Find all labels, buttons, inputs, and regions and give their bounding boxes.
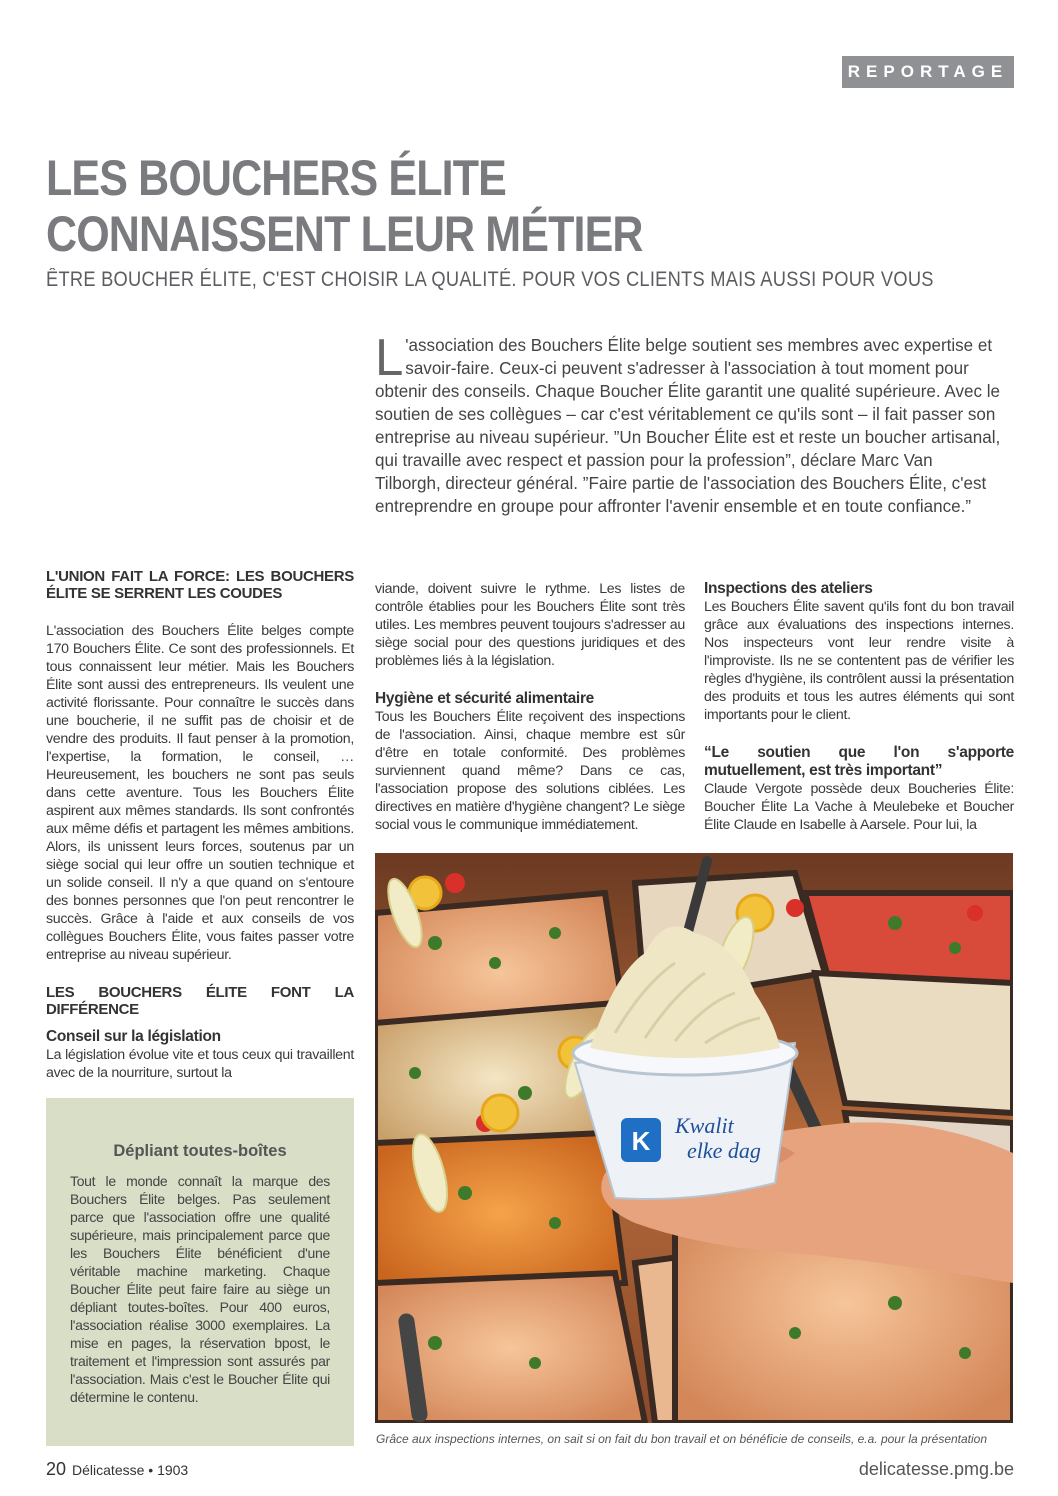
publication-name: Délicatesse • 1903 — [72, 1462, 189, 1478]
column-2 — [375, 580, 685, 834]
intro-dropcap: L — [375, 329, 404, 387]
paragraph-legislation-cont: viande, doivent suivre le rythme. Les listes de contrôle établies pour les Bouchers Élite sont très utiles. Les membres peuvent toujours s'adresser au siège social pour des questions juridiques et des problèmes liés à la législation. — [375, 581, 685, 669]
column-3 — [704, 580, 1014, 834]
paragraph-hygiene: Tous les Bouchers Élite reçoivent des inspections de l'association. Ainsi, chaque membre est sûr d'être en totale conformité. Des problèmes surviennent quand même? Dans ce cas, l'association propose des solutions ciblées. Les directives en matière d'hygiène changent? Le siège social vous le communique immédiatement. — [375, 709, 685, 833]
title-line-1: LES BOUCHERS ÉLITE — [46, 150, 506, 206]
photo-illustration — [375, 853, 1013, 1423]
intro-text: 'association des Bouchers Élite belge soutient ses membres avec expertise et savoir-faire. Ceux-ci peuvent s'adresser à l'association à tout moment pour obtenir des conseils. Chaque Boucher Élite garantit une qualité supérieure. Avec le soutien de ses collègues – car c'est véritablement ce qu'ils sont – il fait passer son entreprise au niveau supérieur. ”Un Boucher Élite est et reste un boucher artisanal, qui travaille avec respect et passion pour la profession”, déclare Marc Van Tilborgh, directeur général. ”Faire partie de l'association des Bouchers Élite, c'est entreprendre en groupe pour affronter l'avenir ensemble et en toute confiance.” — [375, 335, 1001, 516]
page-number: 20 — [46, 1459, 67, 1479]
page-title — [46, 150, 872, 262]
heading-difference: LES BOUCHERS ÉLITE FONT LA DIFFÉRENCE — [46, 984, 354, 1018]
intro-paragraph — [375, 329, 1002, 518]
deli-counter-photo — [375, 853, 1013, 1423]
photo-caption: Grâce aux inspections internes, on sait si on fait du bon travail et on bénéficie de conseils, e.a. pour la présentation — [376, 1432, 988, 1446]
paragraph-legislation: La législation évolue vite et tous ceux qui travaillent avec de la nourriture, surtout la — [46, 1047, 354, 1081]
sidebar-box — [46, 1098, 354, 1446]
subheading-hygiene: Hygiène et sécurité alimentaire — [375, 690, 594, 707]
box-title: Dépliant toutes-boîtes — [113, 1142, 287, 1160]
footer-left — [46, 1459, 188, 1480]
paragraph-soutien: Claude Vergote possède deux Boucheries Élite: Boucher Élite La Vache à Meulebeke et Boucher Élite Claude en Isabelle à Aarsele. Pour lui, la — [704, 781, 1014, 833]
heading-union: L'UNION FAIT LA FORCE: LES BOUCHERS ÉLITE SE SERRENT LES COUDES — [46, 568, 354, 602]
subheading-soutien: “Le soutien que l'on s'apporte mutuellement, est très important” — [704, 744, 1014, 779]
cup-logo-letter: K — [631, 1126, 651, 1156]
cup-label-line2: elke dag — [687, 1138, 761, 1163]
box-text: Tout le monde connaît la marque des Bouchers Élite belges. Pas seulement parce que l'association offre une qualité supérieure, mais principalement parce que les Bouchers Élite bénéficient d'une véritable machine marketing. Chaque Boucher Élite peut faire faire au siège un dépliant toutes-boîtes. Pour 400 euros, l'association réalise 3000 exemplaires. La mise en pages, la réservation bpost, le traitement et l'impression sont assurés par l'association. Mais c'est le Boucher Élite qui détermine le contenu. — [70, 1173, 330, 1405]
footer-url[interactable]: delicatesse.pmg.be — [858, 1459, 1014, 1479]
subheading-legislation: Conseil sur la législation — [46, 1028, 221, 1045]
title-line-2: CONNAISSENT LEUR MÉTIER — [46, 206, 643, 262]
page-subtitle: ÊTRE BOUCHER ÉLITE, C'EST CHOISIR LA QUALITÉ. POUR VOS CLIENTS MAIS AUSSI POUR VOUS — [46, 268, 934, 291]
cup-label-line1: Kwalit — [675, 1113, 734, 1138]
section-badge: REPORTAGE — [842, 56, 1014, 88]
paragraph-union: L'association des Bouchers Élite belges compte 170 Bouchers Élite. Ce sont des professionnels. Et tous connaissent leur métier. Mais les Bouchers Élite sont aussi des entrepreneurs. Ils veulent une activité florissante. Pour connaître le succès dans une boucherie, il ne suffit pas de choisir et de vendre des produits. Il faut penser à la promotion, l'expertise, la formation, le conseil, … Heureusement, les bouchers ne sont pas seuls dans cette aventure. Tous les Bouchers Élite aspirent aux mêmes standards. Ils sont confrontés aux même défis et partagent les mêmes ambitions. Alors, ils unissent leurs forces, soutenus par un siège social qui leur offre un soutien technique et un solide conseil. Il n'y a que quand on s'entoure des bonnes personnes que l'on peut rencontrer le succès. Grâce à l'aide et aux conseils de vos collègues Bouchers Élite, vous faites passer votre entreprise au niveau supérieur. — [46, 623, 354, 963]
subheading-inspections: Inspections des ateliers — [704, 580, 873, 597]
paragraph-inspections: Les Bouchers Élite savent qu'ils font du bon travail grâce aux évaluations des inspections internes. Nos inspecteurs vont leur rendre visite à l'improviste. Ils ne se contentent pas de vérifier les règles d'hygiène, ils contrôlent aussi la présentation des produits et tous les autres éléments qui sont importants pour le client. — [704, 599, 1014, 723]
column-1 — [46, 568, 354, 1082]
